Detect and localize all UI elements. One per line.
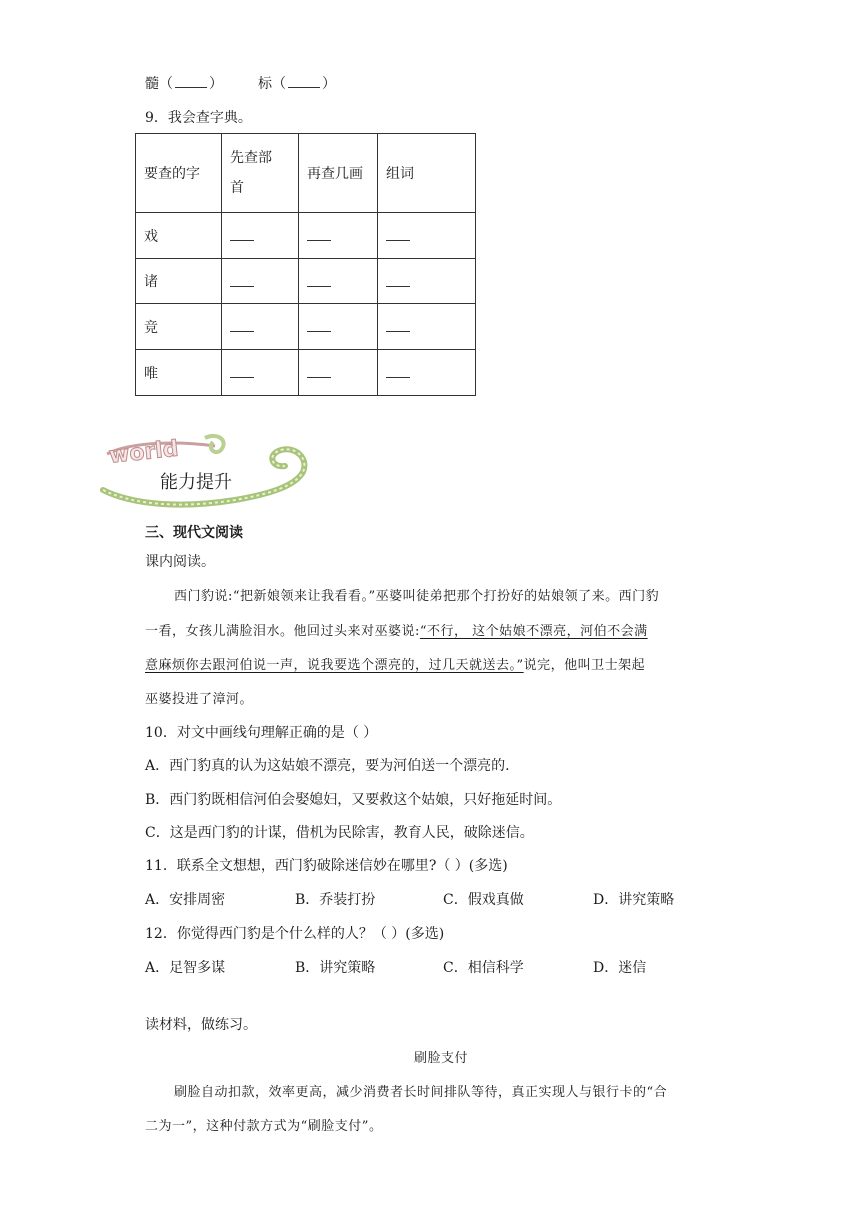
- answer-cell[interactable]: [299, 213, 378, 259]
- answer-cell[interactable]: [299, 259, 378, 304]
- char-blank-1: 髓（ ）: [145, 76, 223, 92]
- header-cell: 再查几画: [299, 134, 378, 213]
- question-12-stem: 12．你觉得西门豹是个什么样的人？（ ）(多选): [145, 926, 445, 942]
- answer-cell[interactable]: [378, 304, 476, 350]
- table-row: [136, 259, 476, 304]
- header-cell: 先查部 首: [222, 134, 299, 213]
- passage-line-3: 意麻烦你去跟河伯说一声，说我要选个漂亮的，过几天就送去。”说完，他叫卫士架起: [145, 658, 646, 673]
- question-9-title: 9．我会查字典。: [145, 110, 252, 126]
- question-11-stem: 11．联系全文想想，西门豹破除迷信妙在哪里?（ ）(多选): [145, 858, 508, 874]
- passage-line-2: 一看，女孩儿满脸泪水。他回过头来对巫婆说:“不行， 这个姑娘不漂亮，河伯不会满: [145, 624, 648, 639]
- passage-line-4: 巫婆投进了漳河。: [145, 692, 254, 707]
- section-banner-label: 能力提升: [160, 472, 232, 493]
- question-10-stem: 10．对文中画线句理解正确的是（ ）: [145, 725, 378, 741]
- world-logo-text: world: [107, 436, 180, 469]
- passage-line-1: 西门豹说:“把新娘领来让我看看。”巫婆叫徒弟把那个打扮好的姑娘领了来。西门豹: [174, 589, 660, 604]
- row-char: 唯: [136, 350, 222, 396]
- answer-cell[interactable]: [378, 213, 476, 259]
- question-12-option-d[interactable]: D．迷信: [593, 960, 647, 976]
- question-12-option-c[interactable]: C．相信科学: [443, 960, 524, 976]
- table-row: [136, 213, 476, 259]
- header-cell: 要查的字: [136, 134, 222, 213]
- answer-cell[interactable]: [378, 350, 476, 396]
- question-11-option-b[interactable]: B．乔装打扮: [295, 892, 376, 908]
- question-11-option-d[interactable]: D．讲究策略: [593, 892, 675, 908]
- reading-title: 刷脸支付: [414, 1051, 469, 1066]
- reading-line-2: 二为一”，这种付款方式为“刷脸支付”。: [145, 1119, 383, 1134]
- answer-cell[interactable]: [299, 304, 378, 350]
- answer-blank[interactable]: [175, 75, 207, 88]
- question-11-option-a[interactable]: A．安排周密: [145, 892, 226, 908]
- reading-line-1: 刷脸自动扣款，效率更高，减少消费者长时间排队等待，真正实现人与银行卡的“合: [174, 1085, 668, 1100]
- answer-cell[interactable]: [222, 304, 299, 350]
- table-header-row: [136, 134, 476, 213]
- char-label: 髓: [145, 76, 159, 92]
- reading-instruction: 读材料，做练习。: [145, 1017, 257, 1033]
- question-10-option-a[interactable]: A．西门豹真的认为这姑娘不漂亮，要为河伯送一个漂亮的.: [145, 758, 510, 774]
- dictionary-table: [135, 133, 476, 396]
- answer-cell[interactable]: [378, 259, 476, 304]
- row-char: 戏: [136, 213, 222, 259]
- underlined-sentence: “不行， 这个姑娘不漂亮，河伯不会满: [419, 624, 648, 639]
- char-blank-2: 标（ ）: [258, 76, 336, 92]
- question-12-option-a[interactable]: A．足智多谋: [145, 960, 226, 976]
- answer-blank[interactable]: [288, 75, 320, 88]
- answer-cell[interactable]: [222, 259, 299, 304]
- question-10-option-b[interactable]: B．西门豹既相信河伯会娶媳妇，又要救这个姑娘，只好拖延时间。: [145, 792, 562, 808]
- answer-cell[interactable]: [299, 350, 378, 396]
- answer-cell[interactable]: [222, 350, 299, 396]
- section-3-subtitle: 课内阅读。: [145, 554, 215, 570]
- row-char: 竞: [136, 304, 222, 350]
- answer-cell[interactable]: [222, 213, 299, 259]
- header-cell: 组词: [378, 134, 476, 213]
- question-12-option-b[interactable]: B．讲究策略: [295, 960, 376, 976]
- section-3-title: 三、现代文阅读: [145, 525, 243, 541]
- table-row: [136, 304, 476, 350]
- table-row: [136, 350, 476, 396]
- question-11-option-c[interactable]: C．假戏真做: [443, 892, 524, 908]
- row-char: 诸: [136, 259, 222, 304]
- char-label: 标: [258, 76, 272, 92]
- question-10-option-c[interactable]: C．这是西门豹的计谋，借机为民除害，教育人民，破除迷信。: [145, 825, 534, 841]
- underlined-sentence: 意麻烦你去跟河伯说一声，说我要选个漂亮的，过几天就送去。”: [145, 658, 524, 673]
